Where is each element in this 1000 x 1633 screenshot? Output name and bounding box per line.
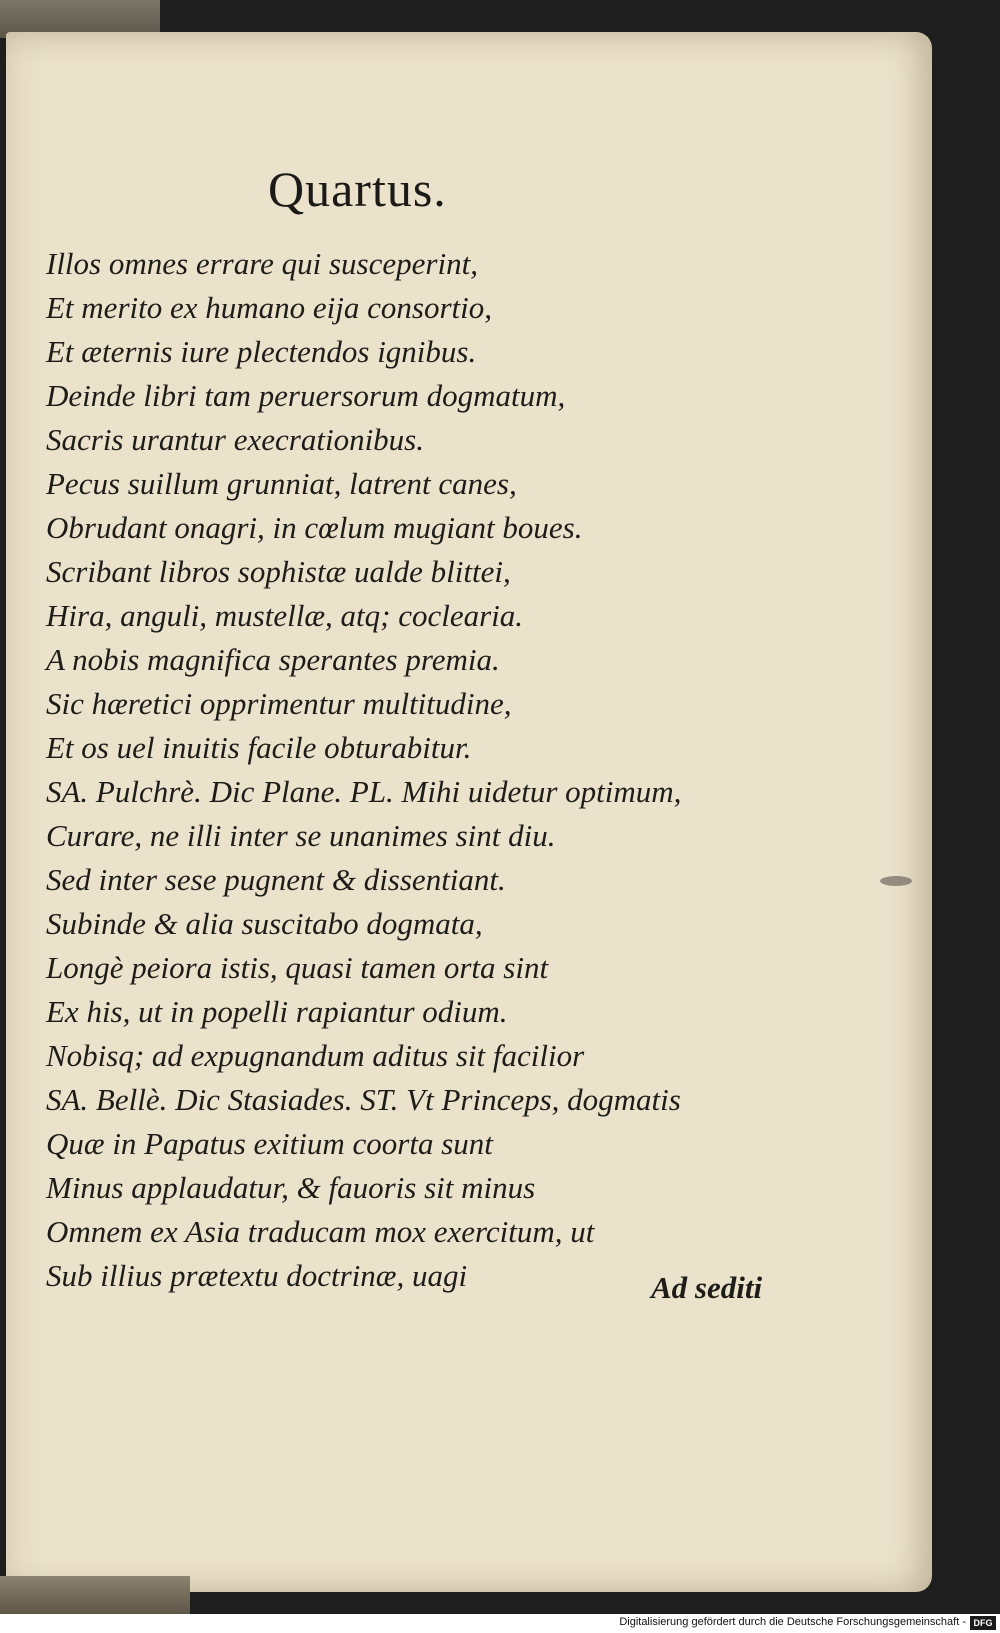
verse-block [46,242,806,1298]
verse-line: Quæ in Papatus exitium coorta sunt [46,1126,493,1161]
verse-line: Subinde & alia suscitabo dogmata, [46,906,483,941]
footer-credit: Digitalisierung gefördert durch die Deutsche Forschungsgemeinschaft - [619,1616,966,1628]
verse-line: Nobisq; ad expugnandum aditus sit facilior [46,1038,585,1073]
verse-line: Hira, anguli, mustellæ, atq; coclearia. [46,598,524,633]
verse-line: Sic hæretici opprimentur multitudine, [46,686,512,721]
page-edge-bottom [0,1576,190,1614]
verse-line: Illos omnes errare qui susceperint, [46,246,478,281]
verse-line: Minus applaudatur, & fauoris sit minus [46,1170,536,1205]
verse-line: Longè peiora istis, quasi tamen orta sint [46,950,549,985]
verse-line: SA. Pulchrè. Dic Plane. PL. Mihi uidetur optimum, [46,774,682,809]
verse-line: Et merito ex humano eija consortio, [46,290,492,325]
verse-line: A nobis magnifica sperantes premia. [46,642,500,677]
catchword: Ad sediti [651,1270,763,1305]
verse-line: Obrudant onagri, in cœlum mugiant boues. [46,510,583,545]
ink-blot [880,876,912,886]
verse-line: SA. Bellè. Dic Stasiades. ST. Vt Princeps, dogmatis [46,1082,681,1117]
book-page [6,32,932,1592]
verse-line: Et os uel inuitis facile obturabitur. [46,730,472,765]
verse-line: Sed inter sese pugnent & dissentiant. [46,862,506,897]
verse-line: Deinde libri tam peruersorum dogmatum, [46,378,566,413]
verse-line: Sub illius prætextu doctrinæ, uagi [46,1258,468,1293]
verse-line: Scribant libros sophistæ ualde blittei, [46,554,511,589]
verse-line: Sacris urantur execrationibus. [46,422,424,457]
dfg-logo: DFG [970,1616,996,1630]
verse-line: Et æternis iure plectendos ignibus. [46,334,477,369]
page-heading: Quartus. [268,161,447,217]
verse-line: Omnem ex Asia traducam mox exercitum, ut [46,1214,595,1249]
verse-line: Ex his, ut in popelli rapiantur odium. [46,994,508,1029]
verse-line: Pecus suillum grunniat, latrent canes, [46,466,517,501]
verse-line: Curare, ne illi inter se unanimes sint diu. [46,818,556,853]
